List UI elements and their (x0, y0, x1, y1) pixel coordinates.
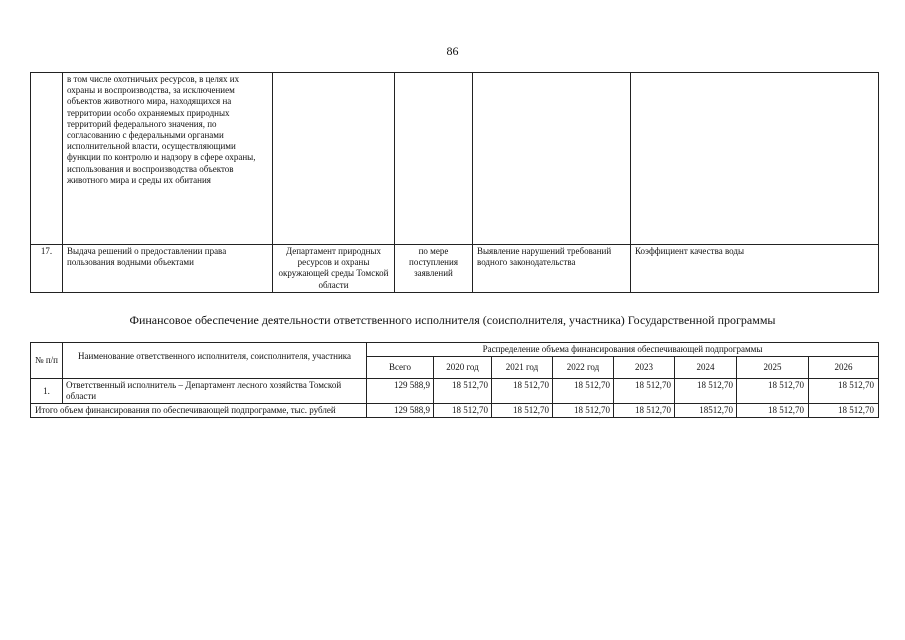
total-2023: 18 512,70 (614, 404, 675, 418)
row1-2025: 18 512,70 (737, 379, 809, 404)
head-num: № п/п (31, 343, 63, 379)
finance-header-row-1 (31, 343, 879, 357)
row17-name: Выдача решений о предоставлении права пользования водными объектами (63, 245, 273, 293)
table-row-continued (31, 73, 879, 245)
finance-table (30, 342, 879, 418)
head-name: Наименование ответственного исполнителя, соисполнителя, участника (63, 343, 367, 379)
row17-executor: Департамент природных ресурсов и охраны окружающей среды Томской области (273, 245, 395, 293)
total-2025: 18 512,70 (737, 404, 809, 418)
col-2022: 2022 год (553, 357, 614, 379)
col-2024: 2024 (675, 357, 737, 379)
page-number: 86 (446, 44, 459, 58)
finance-row-total (31, 404, 879, 418)
row1-2020: 18 512,70 (434, 379, 492, 404)
col-2021: 2021 год (492, 357, 553, 379)
finance-row-1 (31, 379, 879, 404)
total-2024: 18512,70 (675, 404, 737, 418)
total-2022: 18 512,70 (553, 404, 614, 418)
col-2025: 2025 (737, 357, 809, 379)
row1-2022: 18 512,70 (553, 379, 614, 404)
row17-num: 17. (31, 245, 63, 293)
row17-indicator: Коэффициент качества воды (631, 245, 879, 293)
row1-2023: 18 512,70 (614, 379, 675, 404)
head-distribution: Распределение объема финансирования обеспечивающей подпрограммы (367, 343, 879, 357)
section-title: Финансовое обеспечение деятельности ответственного исполнителя (соисполнителя, участника) Государственной программы (129, 313, 776, 327)
col-total: Всего (367, 357, 434, 379)
row1-total: 129 588,9 (367, 379, 434, 404)
measures-table (30, 72, 879, 293)
row17-term: по мере поступления заявлений (395, 245, 473, 293)
col-2026: 2026 (809, 357, 879, 379)
total-label: Итого объем финансирования по обеспечивающей подпрограмме, тыс. рублей (31, 404, 367, 418)
col-2023: 2023 (614, 357, 675, 379)
total-all: 129 588,9 (367, 404, 434, 418)
total-2026: 18 512,70 (809, 404, 879, 418)
row17-result: Выявление нарушений требований водного законодательства (473, 245, 631, 293)
cell-result-empty (473, 73, 631, 245)
cell-num-empty (31, 73, 63, 245)
row1-2026: 18 512,70 (809, 379, 879, 404)
row1-num: 1. (31, 379, 63, 404)
col-2020: 2020 год (434, 357, 492, 379)
row1-name: Ответственный исполнитель – Департамент лесного хозяйства Томской области (63, 379, 367, 404)
cell-continued-text: в том числе охотничьих ресурсов, в целях их охраны и воспроизводства, за исключением объектов животного мира, находящихся на территории особо охраняемых природных территорий федерального значения, по согласованию с федеральными органами исполнительной власти, осуществляющими функции по контролю и надзору в сфере охраны, использования и воспроизводства объектов животного мира и среды их обитания (63, 73, 273, 245)
cell-term-empty (395, 73, 473, 245)
cell-indicator-empty (631, 73, 879, 245)
table-row-17 (31, 245, 879, 293)
cell-executor-empty (273, 73, 395, 245)
row1-2024: 18 512,70 (675, 379, 737, 404)
total-2021: 18 512,70 (492, 404, 553, 418)
total-2020: 18 512,70 (434, 404, 492, 418)
row1-2021: 18 512,70 (492, 379, 553, 404)
